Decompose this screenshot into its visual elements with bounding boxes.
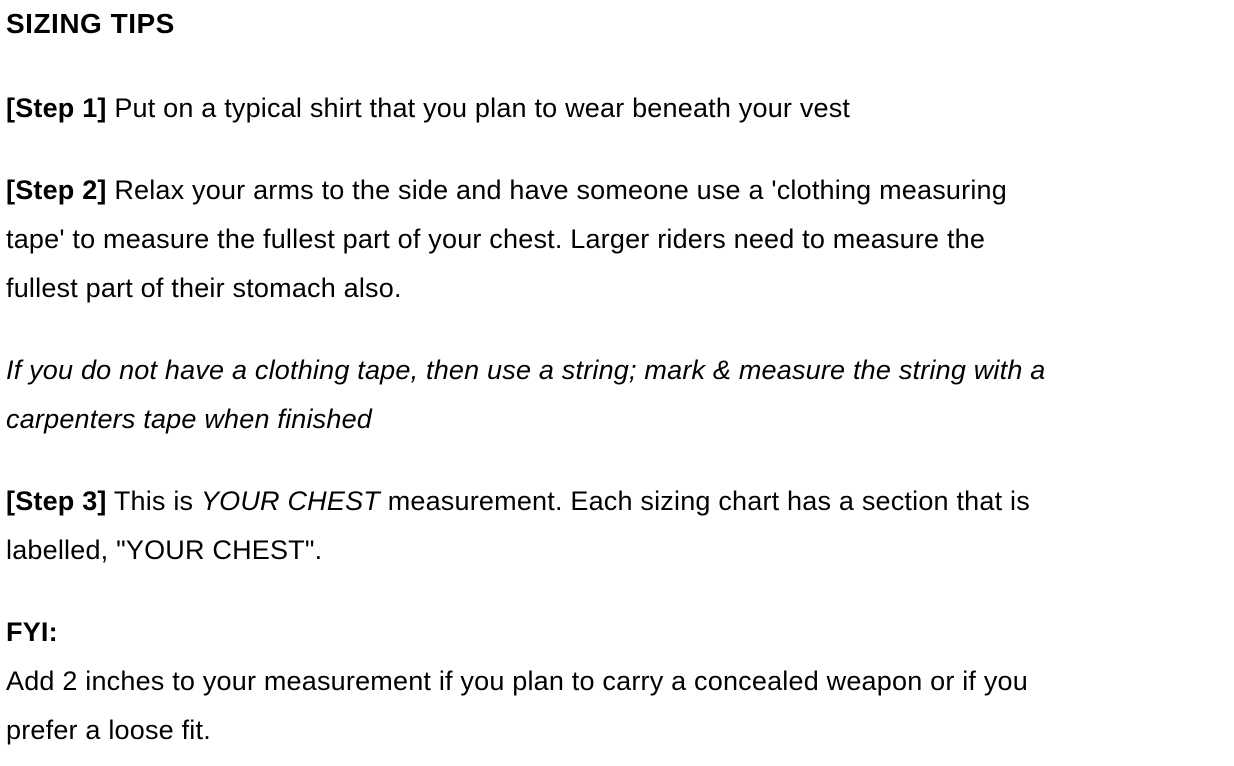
fyi-line2: prefer a loose fit. [6, 715, 211, 745]
fyi-line1: Add 2 inches to your measurement if you plan to carry a concealed weapon or if you [6, 666, 1028, 696]
step2-line1 [6, 166, 1224, 215]
step1-label: [Step 1] [6, 93, 107, 123]
step3-text-before: This is [113, 486, 194, 516]
step1-paragraph [6, 84, 1224, 133]
step2-text-line1: Relax your arms to the side and have someone use a 'clothing measuring [114, 175, 1007, 205]
step3-line2 [6, 526, 1224, 575]
string-note-paragraph [6, 346, 1224, 444]
step3-line1 [6, 477, 1224, 526]
step3-text-after: measurement. Each sizing chart has a section that is [387, 486, 1030, 516]
step2-line3 [6, 264, 1224, 313]
string-note-line1: If you do not have a clothing tape, then use a string; mark & measure the string with a [6, 355, 1046, 385]
step1-line1 [6, 84, 1224, 133]
step3-label: [Step 3] [6, 486, 107, 516]
step2-line2 [6, 215, 1224, 264]
step3-text-line2: labelled, "YOUR CHEST". [6, 535, 323, 565]
step2-text-line3: fullest part of their stomach also. [6, 273, 402, 303]
step2-paragraph [6, 166, 1224, 313]
step2-label: [Step 2] [6, 175, 107, 205]
step3-emphasis: YOUR CHEST [200, 486, 380, 516]
fyi-paragraph [6, 608, 1224, 755]
fyi-label: FYI: [6, 617, 58, 647]
page-title: SIZING TIPS [6, 8, 175, 39]
step1-text: Put on a typical shirt that you plan to wear beneath your vest [114, 93, 851, 123]
string-note-line2: carpenters tape when finished [6, 404, 373, 434]
step3-paragraph [6, 477, 1224, 575]
step2-text-line2: tape' to measure the fullest part of your chest. Larger riders need to measure the [6, 224, 986, 254]
